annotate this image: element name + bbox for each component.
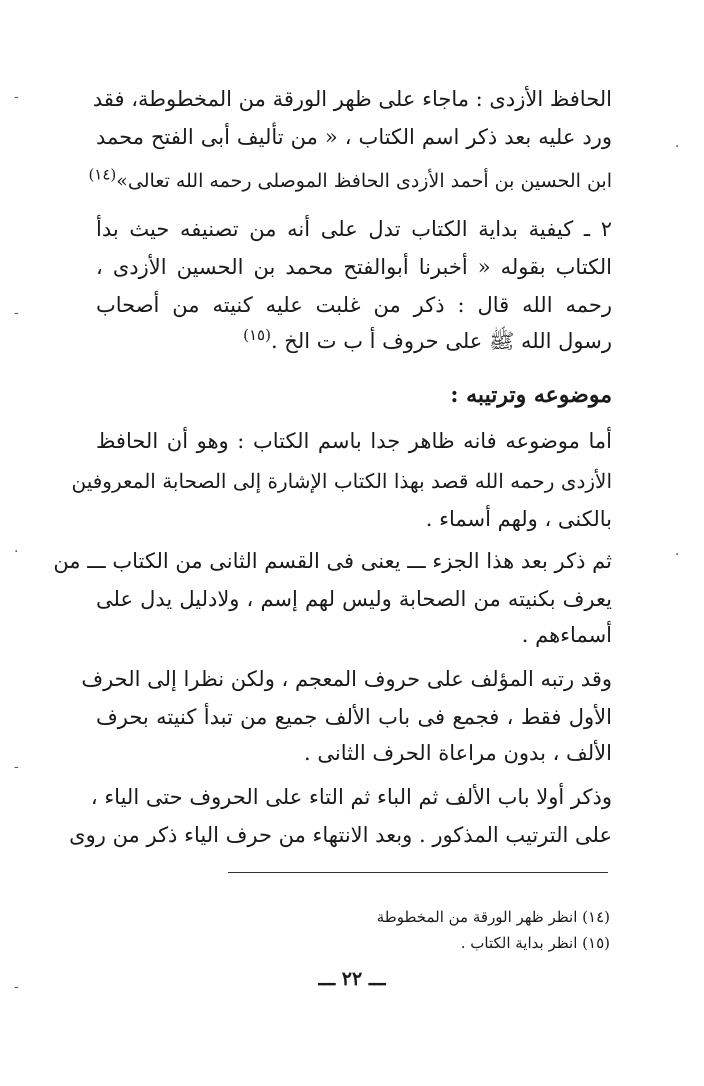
- margin-mark: ·: [675, 547, 680, 563]
- body-line-1: الحافظ الأزدى : ماجاء على ظهر الورقة من المخطوطة، فقد: [92, 87, 612, 111]
- body-line-8: أما موضوعه فانه ظاهر جدا باسم الكتاب : وهو أن الحافظ: [96, 429, 612, 453]
- margin-mark: ·: [675, 139, 680, 155]
- margin-mark: -: [14, 759, 19, 775]
- footnote-15: (١٥) انظر بداية الكتاب .: [460, 934, 610, 952]
- footnote-separator: [228, 872, 608, 873]
- section-heading: موضوعه وترتيبه :: [450, 382, 612, 408]
- body-line-11: ثم ذكر بعد هذا الجزء ـــ يعنى فى القسم الثانى من الكتاب ـــ من: [53, 549, 612, 573]
- footnote-ref-15: (١٥): [243, 326, 271, 344]
- footnote-ref-14: (١٤): [88, 165, 117, 184]
- body-line-3: [88, 166, 612, 196]
- body-line-14: وقد رتبه المؤلف على حروف المعجم ، ولكن نظرا إلى الحرف: [81, 667, 612, 691]
- body-line-13: أسماءهم .: [521, 623, 612, 647]
- body-line-7-text: رسول الله ﷺ على حروف أ ب ت الخ .: [270, 329, 612, 353]
- body-line-4: ٢ ـ كيفية بداية الكتاب تدل على أنه من تصنيفه حيث بدأ: [96, 217, 612, 241]
- margin-mark: -: [14, 979, 19, 995]
- body-line-7: [243, 326, 612, 356]
- body-line-15: الأول فقط ، فجمع فى باب الألف جميع من تبدأ كنيته بحرف: [96, 705, 612, 729]
- body-line-9: الأزدى رحمه الله قصد بهذا الكتاب الإشارة إلى الصحابة المعروفين: [71, 469, 612, 493]
- body-line-17: وذكر أولا باب الألف ثم الباء ثم التاء على الحروف حتى الياء ،: [90, 785, 612, 809]
- body-line-6: رحمه الله قال : ذكر من غلبت عليه كنيته من أصحاب: [96, 293, 612, 317]
- body-line-3-text: ابن الحسين بن أحمد الأزدى الحافظ الموصلى رحمه الله تعالى»: [116, 170, 612, 192]
- margin-mark: ·: [14, 544, 19, 560]
- page-number: ـــ ٢٢ ـــ: [318, 968, 386, 990]
- margin-mark: -: [14, 89, 19, 105]
- body-line-16: الألف ، بدون مراعاة الحرف الثانى .: [304, 741, 612, 765]
- body-line-5: الكتاب بقوله « أخبرنا أبوالفتح محمد بن الحسين الأزدى ،: [96, 255, 612, 279]
- margin-mark: -: [14, 305, 19, 321]
- body-line-10: بالكنى ، ولهم أسماء .: [425, 507, 612, 531]
- footnote-14: (١٤) انظر ظهر الورقة من المخطوطة: [376, 908, 610, 926]
- body-line-18: على الترتيب المذكور . وبعد الانتهاء من حرف الياء ذكر من روى: [69, 823, 612, 847]
- body-line-2: ورد عليه بعد ذكر اسم الكتاب ، « من تأليف أبى الفتح محمد: [96, 125, 612, 149]
- body-line-12: يعرف بكنيته من الصحابة وليس لهم إسم ، ولادليل يدل على: [96, 587, 612, 611]
